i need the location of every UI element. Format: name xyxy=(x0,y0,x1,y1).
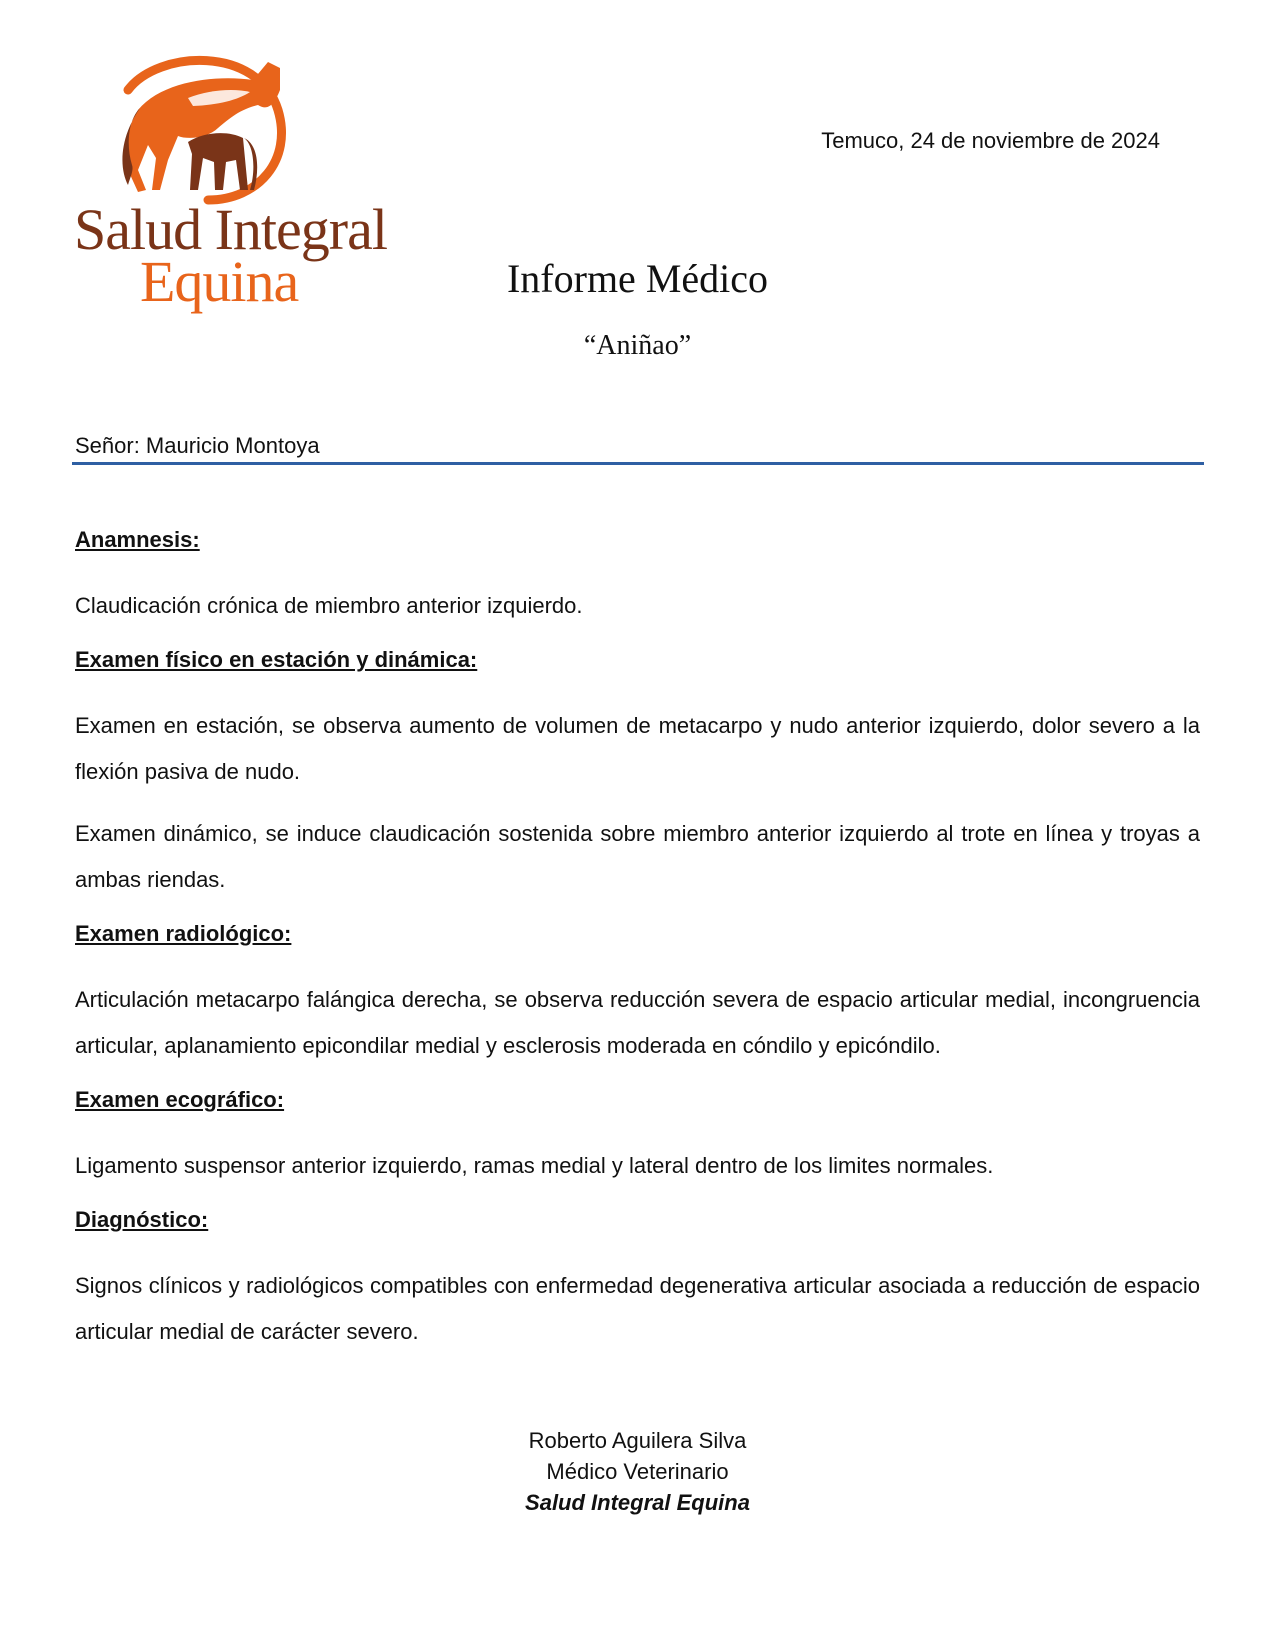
section-paragraph: Articulación metacarpo falángica derecha, se observa reducción severa de espacio articular medial, incongruencia articular, aplanamiento epicondilar medial y esclerosis moderada en cóndilo y epicóndilo. xyxy=(75,987,1200,1058)
recipient-line: Señor: Mauricio Montoya xyxy=(75,433,320,458)
patient-name: “Aniñao” xyxy=(583,330,692,361)
section-physical-exam xyxy=(75,645,1200,903)
section-radiology xyxy=(75,919,1200,1069)
section-title: Examen físico en estación y dinámica: xyxy=(75,647,478,672)
section-paragraph: Examen en estación, se observa aumento de volumen de metacarpo y nudo anterior izquierdo, dolor severo a la flexión pasiva de nudo. xyxy=(75,713,1200,784)
section-paragraph: Examen dinámico, se induce claudicación sostenida sobre miembro anterior izquierdo al trote en línea y troyas a ambas riendas. xyxy=(75,821,1200,892)
section-paragraph: Claudicación crónica de miembro anterior izquierdo. xyxy=(75,593,583,618)
section-diagnosis xyxy=(75,1205,1200,1355)
section-paragraph: Ligamento suspensor anterior izquierdo, ramas medial y lateral dentro de los limites normales. xyxy=(75,1153,994,1178)
section-title: Examen ecográfico: xyxy=(75,1087,285,1112)
section-title: Anamnesis: xyxy=(75,527,200,552)
document-date: Temuco, 24 de noviembre de 2024 xyxy=(821,128,1160,153)
signature-block xyxy=(0,1425,1275,1518)
section-paragraph: Signos clínicos y radiológicos compatibles con enfermedad degenerativa articular asociada a reducción de espacio articular medial de carácter severo. xyxy=(75,1273,1200,1344)
section-anamnesis xyxy=(75,525,1200,629)
signer-role: Médico Veterinario xyxy=(546,1459,729,1484)
horse-logo-icon xyxy=(68,50,298,210)
section-title: Examen radiológico: xyxy=(75,921,292,946)
report-body xyxy=(75,525,1200,1371)
signer-organization: Salud Integral Equina xyxy=(525,1490,750,1515)
section-title: Diagnóstico: xyxy=(75,1207,209,1232)
logo-text-line2: Equina xyxy=(140,249,299,314)
header-divider xyxy=(72,462,1204,465)
logo-text-line1: Salud Integral xyxy=(74,197,387,262)
section-ultrasound xyxy=(75,1085,1200,1189)
signer-name: Roberto Aguilera Silva xyxy=(528,1428,747,1453)
document-title: Informe Médico xyxy=(506,256,768,301)
